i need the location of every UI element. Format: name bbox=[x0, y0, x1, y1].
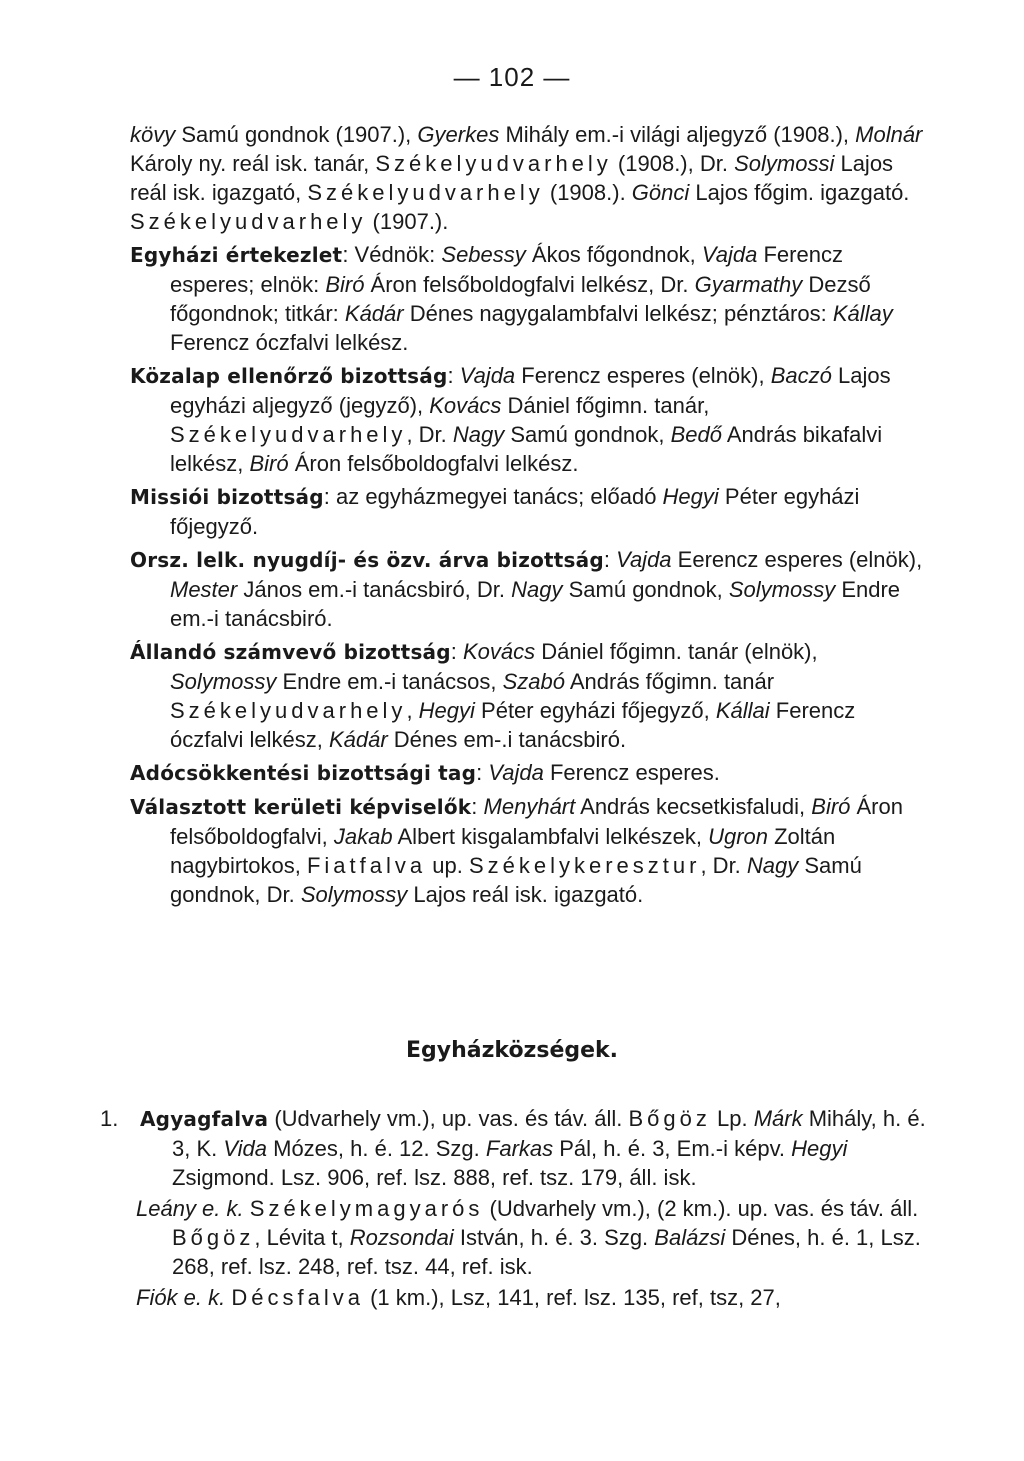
text-run: Lajos főgim. igazgató. bbox=[689, 180, 910, 205]
item-number: 1. bbox=[100, 1106, 119, 1131]
name-italic: Gyerkes bbox=[417, 122, 500, 147]
name-italic: Menyhárt bbox=[483, 794, 576, 819]
text-run: (Udvarhely vm.), (2 km.). up. vas. és táv. áll. bbox=[483, 1196, 919, 1221]
name-italic: Kállai bbox=[715, 698, 770, 723]
text-run: Lajos reál isk. igazgató. bbox=[407, 882, 644, 907]
name-italic: Nagy bbox=[452, 422, 505, 447]
text-run: Péter egyházi főjegyző, bbox=[474, 698, 716, 723]
text-run: Lajos reál isk. igazgató, bbox=[130, 151, 894, 205]
parish-list bbox=[100, 1104, 930, 1314]
text-run: Áron felsőboldogfalvi lelkész. bbox=[288, 451, 579, 476]
text-run: István, h. é. 3. Szg. bbox=[453, 1225, 655, 1250]
name-italic: Mester bbox=[170, 577, 238, 602]
text-run: (Udvarhely vm.), up. vas. és táv. áll. bbox=[268, 1106, 629, 1131]
name-italic: Nagy bbox=[511, 577, 563, 602]
text-run: Ákos főgondnok, bbox=[525, 242, 702, 267]
text-run: : az egyházmegyei tanács; előadó bbox=[323, 484, 663, 509]
text-run: Péter egyházi főjegyző. bbox=[170, 484, 860, 539]
text-run: Zoltán nagybirtokos, bbox=[170, 824, 836, 878]
name-italic: Kádár bbox=[344, 301, 404, 326]
text-run: , Dr. bbox=[406, 422, 453, 447]
text-run: : bbox=[447, 363, 460, 388]
text-run: Károly ny. reál isk. tanár, bbox=[130, 151, 376, 176]
name-italic: Vajda bbox=[616, 547, 672, 572]
name-italic: Fiók e. k. bbox=[136, 1285, 226, 1310]
paragraph-orsz-lelk-nyugdij bbox=[130, 545, 930, 633]
text-run: Ferencz óczfalvi lelkész. bbox=[170, 330, 409, 355]
name-italic: Solymossy bbox=[728, 577, 836, 602]
text-run: Áron felsőboldogfalvi lelkész, Dr. bbox=[364, 272, 695, 297]
name-italic: Gönci bbox=[631, 180, 690, 205]
name-italic: Nagy bbox=[746, 853, 799, 878]
text-run: , bbox=[406, 698, 419, 723]
text-run: Ferencz óczfalvi lelkész, bbox=[170, 698, 856, 752]
text-run: Endre em.-i tanácsos, bbox=[276, 669, 503, 694]
name-italic: Gyarmathy bbox=[694, 272, 803, 297]
text-run: Dániel főgimn. tanár (elnök), bbox=[535, 639, 818, 664]
text-run: Dénes em-.i tanácsbiró. bbox=[387, 727, 627, 752]
name-italic: Vida bbox=[223, 1136, 267, 1161]
name-italic: Baczó bbox=[770, 363, 832, 388]
text-run: Endre em.-i tanácsbiró. bbox=[170, 577, 901, 631]
paragraph-missioi-bizottsag bbox=[130, 482, 930, 541]
section-heading: Egyházközségek. bbox=[405, 1038, 619, 1063]
text-run: : bbox=[450, 639, 463, 664]
name-italic: Kovács bbox=[463, 639, 536, 664]
name-italic: Leány e. k. bbox=[136, 1196, 244, 1221]
text-run: Zsigmond. Lsz. 906, ref. lsz. 888, ref. tsz. 179, áll. isk. bbox=[172, 1165, 697, 1190]
text-run: Mózes, h. é. 12. Szg. bbox=[267, 1136, 486, 1161]
text-run: : bbox=[471, 794, 484, 819]
name-italic: Jakab bbox=[333, 824, 393, 849]
text-run: Albert kisgalambfalvi lelkészek, bbox=[392, 824, 709, 849]
text-run: Samú gondnok, bbox=[562, 577, 729, 602]
name-italic: Bedő bbox=[670, 422, 722, 447]
name-italic: Vajda bbox=[488, 760, 544, 785]
page-number: — 102 — bbox=[453, 62, 571, 92]
text-run: : bbox=[476, 760, 489, 785]
text-run: (1908.). bbox=[543, 180, 632, 205]
name-italic: Vajda bbox=[459, 363, 516, 388]
name-italic: Solymossy bbox=[170, 669, 277, 694]
text-run: , Lévita t, bbox=[254, 1225, 350, 1250]
name-italic: Molnár bbox=[855, 122, 923, 147]
branch-entry bbox=[100, 1283, 930, 1312]
section-label: Állandó számvevő bizottság bbox=[130, 640, 451, 664]
paragraph-kozalap-ellenorzo bbox=[130, 361, 930, 478]
paragraph-adocsokkentesi bbox=[130, 758, 930, 788]
place-name: Bőgöz bbox=[172, 1225, 255, 1250]
name-italic: Hegyi bbox=[418, 698, 475, 723]
place-name: Décsfalva bbox=[231, 1285, 364, 1310]
section-label: Egyházi értekezlet bbox=[130, 243, 343, 267]
name-italic: Hegyi bbox=[662, 484, 719, 509]
name-italic: Márk bbox=[753, 1106, 803, 1131]
name-italic: Solymossy bbox=[300, 882, 408, 907]
name-italic: Sebessy bbox=[441, 242, 526, 267]
name-italic: Farkas bbox=[485, 1136, 554, 1161]
paragraph-valasztott-kepviselok bbox=[130, 792, 930, 909]
name-italic: Biró bbox=[811, 794, 851, 819]
name-italic: Vajda bbox=[701, 242, 758, 267]
text-run: Samú gondnok, bbox=[504, 422, 671, 447]
text-run: Pál, h. é. 3, Em.-i képv. bbox=[553, 1136, 792, 1161]
name-italic: Biró bbox=[249, 451, 289, 476]
place-name: Székelyudvarhely bbox=[375, 151, 612, 176]
text-run: András kecsetkisfaludi, bbox=[575, 794, 812, 819]
place-name: Fiatfalva bbox=[306, 853, 427, 878]
place-name: Székelyudvarhely bbox=[130, 209, 367, 234]
text-run: Eerencz esperes (elnök), bbox=[671, 547, 923, 572]
text-run: Lajos egyházi aljegyző (jegyző), bbox=[170, 363, 891, 418]
text-run: Samú gondnok, Dr. bbox=[170, 853, 862, 907]
place-name: Bőgöz bbox=[628, 1106, 711, 1131]
place-name: Székelyudvarhely bbox=[170, 698, 407, 723]
name-italic: Balázsi bbox=[654, 1225, 726, 1250]
text-run: Ferencz esperes; elnök: bbox=[170, 242, 843, 297]
name-italic: Kádár bbox=[328, 727, 388, 752]
text-run: : Védnök: bbox=[342, 242, 442, 267]
text-run: up. bbox=[426, 853, 469, 878]
name-italic: Biró bbox=[325, 272, 365, 297]
text-run: Áron felsőboldogfalvi, bbox=[170, 794, 903, 849]
section-label: Missiói bizottság bbox=[130, 485, 324, 509]
name-italic: Kállay bbox=[832, 301, 893, 326]
place-name: Székelyudvarhely bbox=[307, 180, 544, 205]
text-run: Mihály em.-i világi aljegyző (1908.), bbox=[499, 122, 856, 147]
text-run: (1 km.), Lsz, 141, ref. lsz. 135, ref, tsz, 27, bbox=[363, 1285, 781, 1310]
name-italic: Hegyi bbox=[791, 1136, 848, 1161]
text-run: (1908.), Dr. bbox=[611, 151, 735, 176]
text-run: Ferencz esperes. bbox=[543, 760, 720, 785]
text-run: Dénes, h. é. 1, Lsz. 268, ref. lsz. 248, ref. tsz. 44, ref. isk. bbox=[172, 1225, 921, 1279]
place-name: Székelyudvarhely bbox=[170, 422, 407, 447]
section-label: Adócsökkentési bizottsági tag bbox=[130, 761, 477, 785]
text-run: Dénes nagygalambfalvi lelkész; pénztáros: bbox=[403, 301, 833, 326]
text-run: (1907.). bbox=[366, 209, 449, 234]
text-run: Dániel főgimn. tanár, bbox=[501, 393, 710, 418]
text-run: János em.-i tanácsbiró, Dr. bbox=[237, 577, 512, 602]
name-italic: Kovács bbox=[429, 393, 502, 418]
name-italic: Ugron bbox=[708, 824, 768, 849]
place-name: Székelymagyarós bbox=[249, 1196, 484, 1221]
paragraph-egyhazi-ertekezlet bbox=[130, 240, 930, 357]
name-italic: Rozsondai bbox=[349, 1225, 454, 1250]
section-label: Közalap ellenőrző bizottság bbox=[130, 364, 448, 388]
text-run: Dezső főgondnok; titkár: bbox=[170, 272, 871, 326]
text-run: Ferencz esperes (elnök), bbox=[515, 363, 771, 388]
text-run: : bbox=[603, 547, 617, 572]
text-run: , Dr. bbox=[700, 853, 747, 878]
text-run: Samú gondnok (1907.), bbox=[175, 122, 418, 147]
text-run: Mihály, h. é. 3, K. bbox=[172, 1106, 926, 1161]
text-run: András főgimn. tanár bbox=[564, 669, 775, 694]
paragraph-allando-szamvevo bbox=[130, 637, 930, 754]
section-label: Agyagfalva bbox=[140, 1107, 269, 1131]
section-label: Választott kerületi képviselők bbox=[130, 795, 472, 819]
name-italic: Szabó bbox=[502, 669, 565, 694]
parish-entry bbox=[100, 1104, 930, 1192]
text-run: Lp. bbox=[710, 1106, 754, 1131]
name-italic: kövy bbox=[130, 122, 176, 147]
paragraph-continuation bbox=[90, 120, 930, 236]
section-label: Orsz. lelk. nyugdíj- és özv. árva bizottság bbox=[130, 548, 604, 572]
branch-entry bbox=[100, 1194, 930, 1281]
committee-listing bbox=[130, 120, 930, 913]
text-run: András bikafalvi lelkész, bbox=[170, 422, 883, 476]
name-italic: Solymossi bbox=[734, 151, 835, 176]
place-name: Székelykeresztur bbox=[468, 853, 701, 878]
